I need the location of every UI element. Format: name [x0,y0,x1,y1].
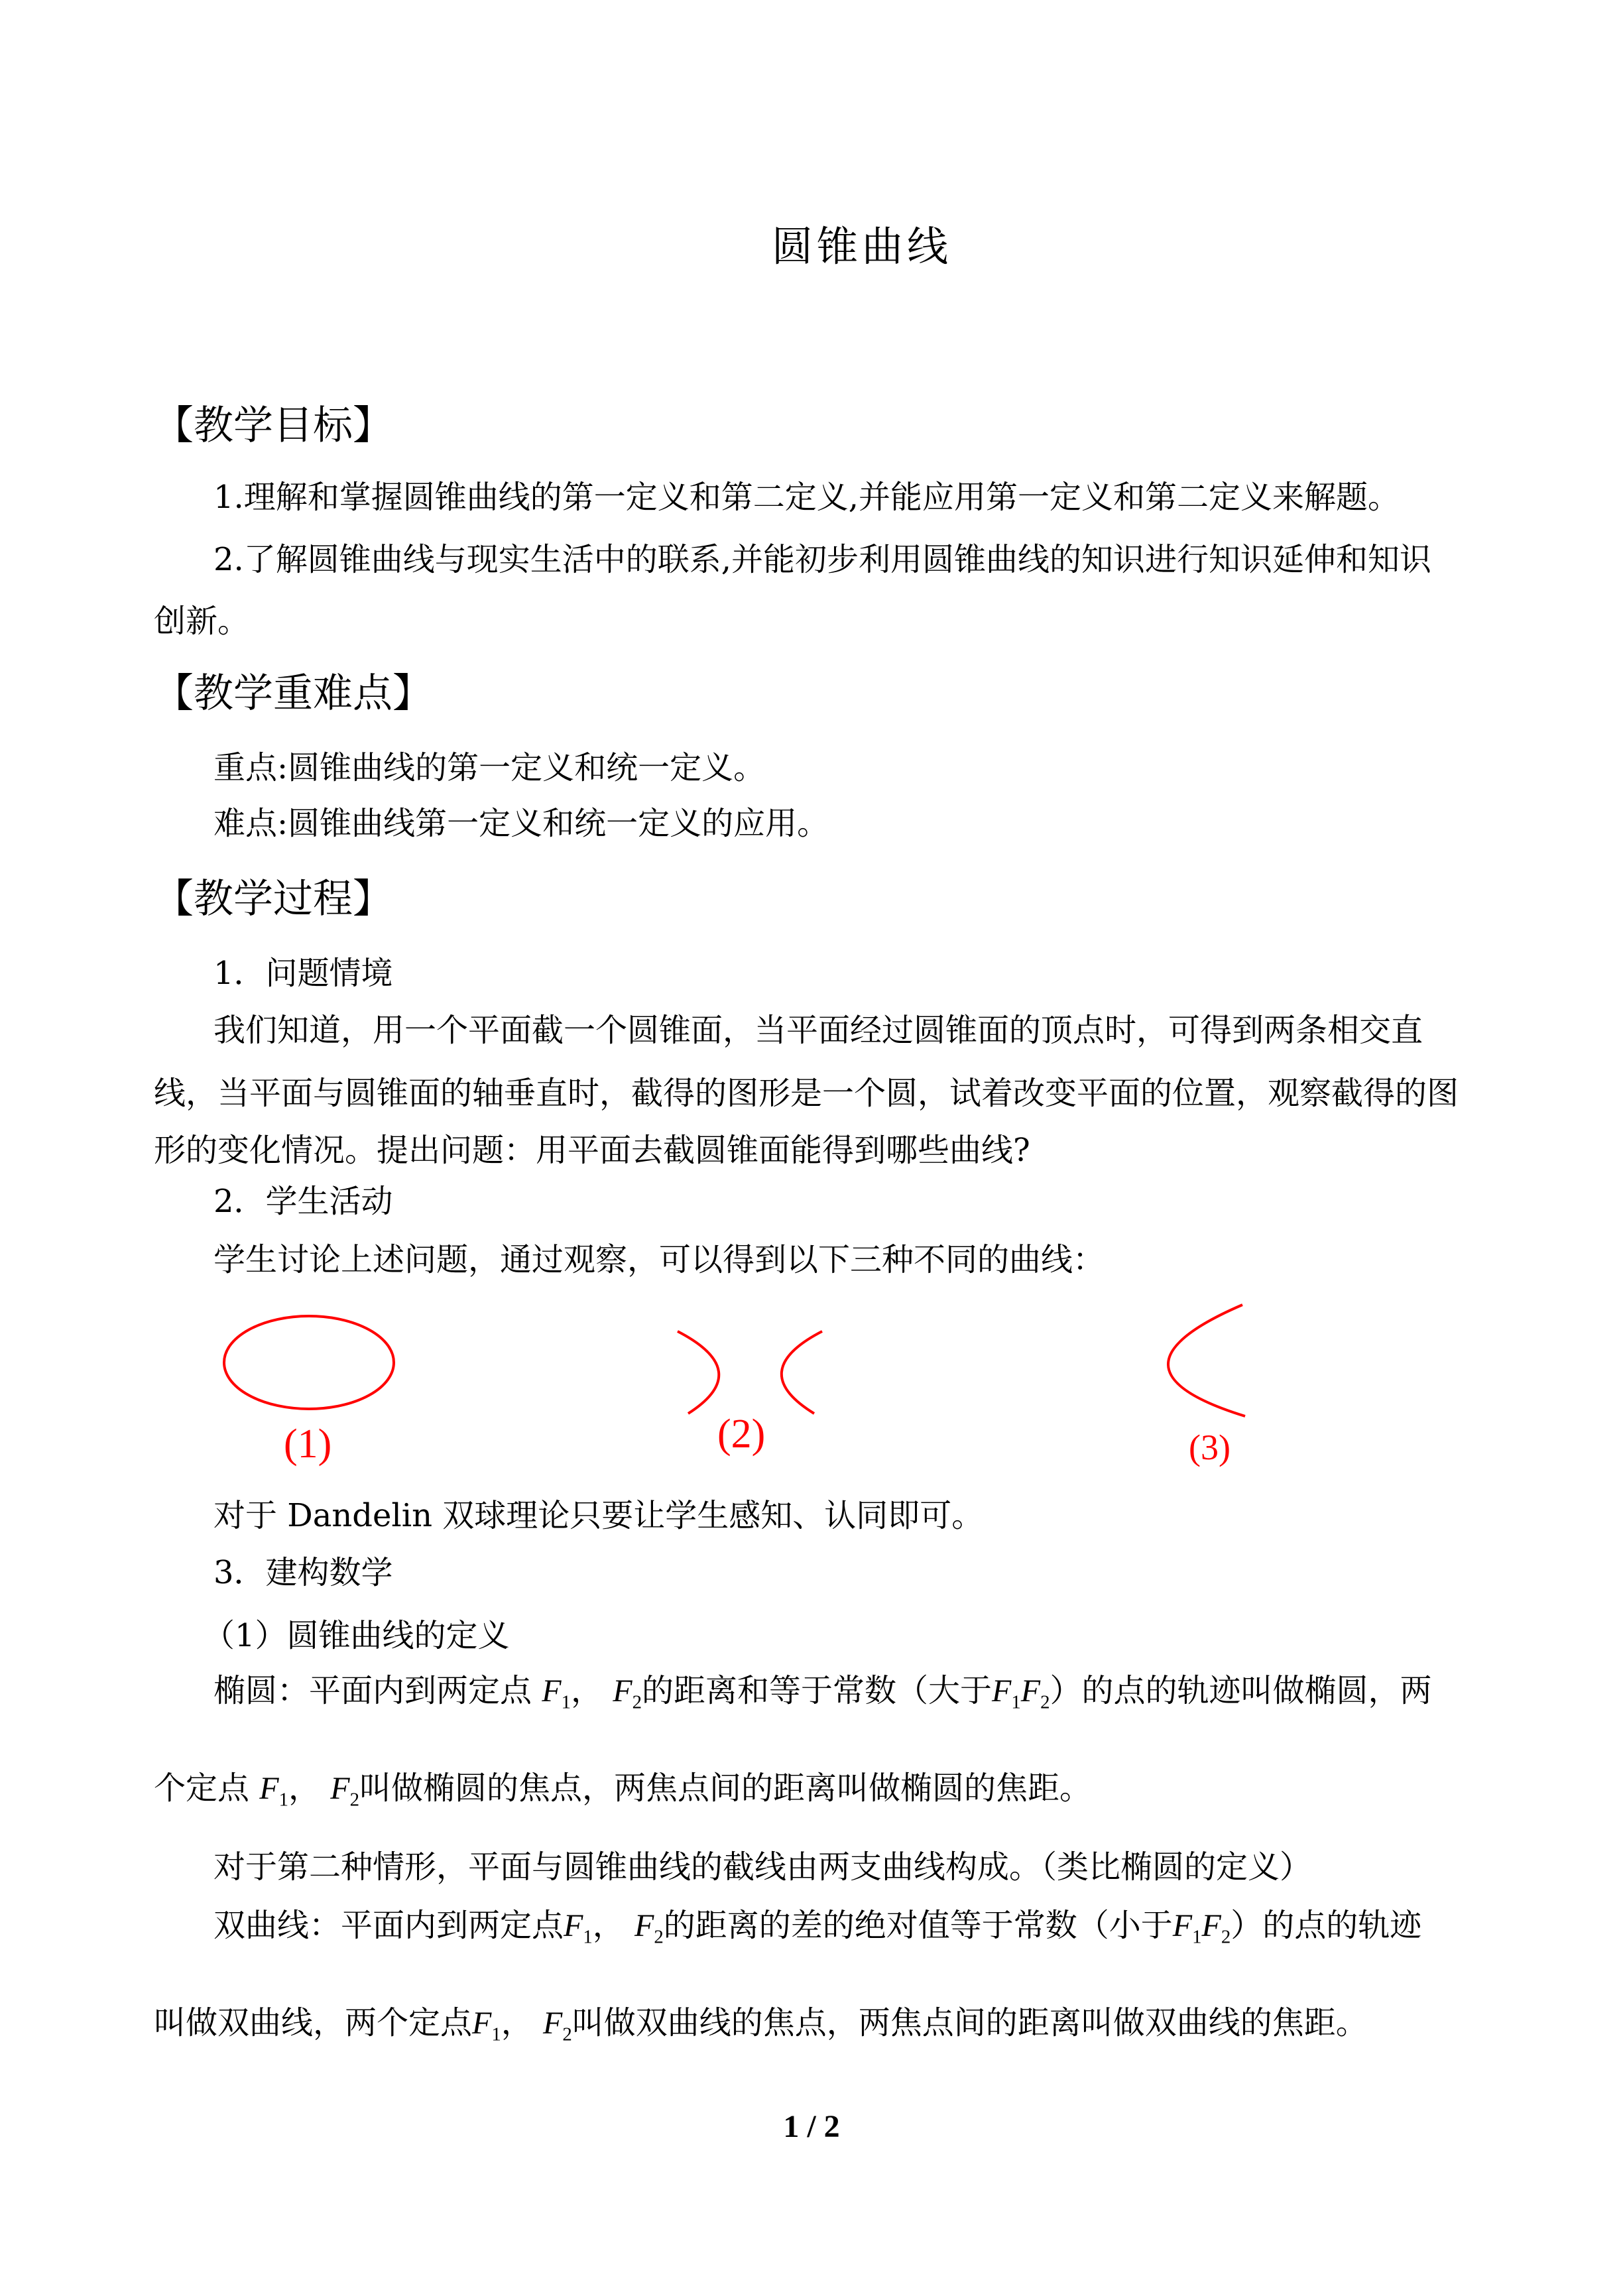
hyp-focus-f2-symbol-2: $F_2$ [543,2006,572,2045]
figure-label-3: (3) [1189,1427,1231,1467]
ellipse-text-e: 个定点 [154,1770,250,1807]
hyperbola-def-line2 [154,1997,1368,2046]
ellipse-text-g: 叫做椭圆的焦点，两焦点间的距离叫做椭圆的焦距。 [359,1770,1092,1807]
hyperbola-text-c: 的距离的差的绝对值等于常数（小于 [663,1907,1173,1944]
ellipse-text-d: ）的点的轨迹叫做椭圆，两 [1050,1672,1432,1709]
keypoints-heading: 【教学重难点】 [154,670,432,717]
step2-text: 学生讨论上述问题，通过观察，可以得到以下三种不同的曲线： [213,1241,1105,1278]
page-title: 圆锥曲线 [771,222,952,271]
ellipse-def-line2 [154,1762,1091,1811]
page-number: 1 / 2 [783,2109,840,2144]
focus-f2-symbol: $F_2$ [613,1673,642,1713]
hyperbola-text-a: 双曲线：平面内到两定点 [213,1907,564,1944]
step2-title: 2．学生活动 [213,1183,393,1220]
hyp-f1f2-symbol: $F_1F_2$ [1172,1908,1231,1948]
hyp-focus-f1-symbol-2: $F_1$ [472,2006,501,2045]
ellipse-text-b: ， [571,1672,603,1709]
focus-f2-symbol-2: $F_2$ [330,1771,360,1811]
second-case-text: 对于第二种情形，平面与圆锥曲线的截线由两支曲线构成。（类比椭圆的定义） [213,1848,1312,1886]
keypoint-text: 重点:圆锥曲线的第一定义和统一定义。 [213,749,766,786]
hyperbola-text-b: ， [592,1907,625,1944]
ellipse-text-c: 的距离和等于常数（大于 [642,1672,992,1709]
difficulty-text: 难点:圆锥曲线第一定义和统一定义的应用。 [213,805,829,842]
objective-1: 1.理解和掌握圆锥曲线的第一定义和第二定义,并能应用第一定义和第二定义来解题。 [213,479,1400,516]
conic-curves-figure [0,1286,1623,1485]
process-heading: 【教学过程】 [154,876,392,922]
f1f2-symbol: $F_1F_2$ [992,1673,1050,1713]
focus-f1-symbol-2: $F_1$ [259,1771,289,1811]
objectives-heading: 【教学目标】 [154,402,392,449]
hyperbola-text-d: ）的点的轨迹 [1231,1907,1422,1944]
hyperbola-left-branch [678,1331,719,1414]
objective-2-line2: 创新。 [154,603,250,640]
step1-line1: 我们知道，用一个平面截一个圆锥面，当平面经过圆锥面的顶点时，可得到两条相交直 [213,1012,1423,1049]
definition-title: （1）圆锥曲线的定义 [203,1617,510,1654]
ellipse-text-a: 椭圆：平面内到两定点 [213,1672,532,1709]
hyperbola-def-line1 [213,1905,1421,1957]
hyperbola-text-e: 叫做双曲线，两个定点 [154,2004,473,2041]
hyperbola-right-branch [782,1331,822,1414]
parabola-curve [1168,1305,1245,1416]
step1-title: 1．问题情境 [213,955,393,992]
figure-label-2: (2) [717,1412,766,1457]
figure-label-1: (1) [284,1421,332,1467]
hyp-focus-f1-symbol: $F_1$ [564,1908,593,1948]
ellipse-def-line1 [213,1671,1432,1722]
objective-2-line1: 2.了解圆锥曲线与现实生活中的联系,并能初步利用圆锥曲线的知识进行知识延伸和知识 [213,541,1432,578]
hyperbola-text-f: ， [501,2004,533,2041]
hyp-focus-f2-symbol: $F_2$ [634,1908,664,1948]
ellipse-text-f: ， [288,1770,321,1807]
dandelin-text: 对于 Dandelin 双球理论只要让学生感知、认同即可。 [213,1497,984,1534]
focus-f1-symbol: $F_1$ [542,1673,571,1713]
hyperbola-text-g: 叫做双曲线的焦点，两焦点间的距离叫做双曲线的焦距。 [571,2004,1368,2041]
ellipse-curve [224,1316,394,1409]
step1-line3: 形的变化情况。提出问题：用平面去截圆锥面能得到哪些曲线? [154,1132,1030,1169]
step3-title: 3．建构数学 [213,1554,393,1591]
step1-line2: 线，当平面与圆锥面的轴垂直时，截得的图形是一个圆，试着改变平面的位置，观察截得的图 [154,1075,1459,1112]
